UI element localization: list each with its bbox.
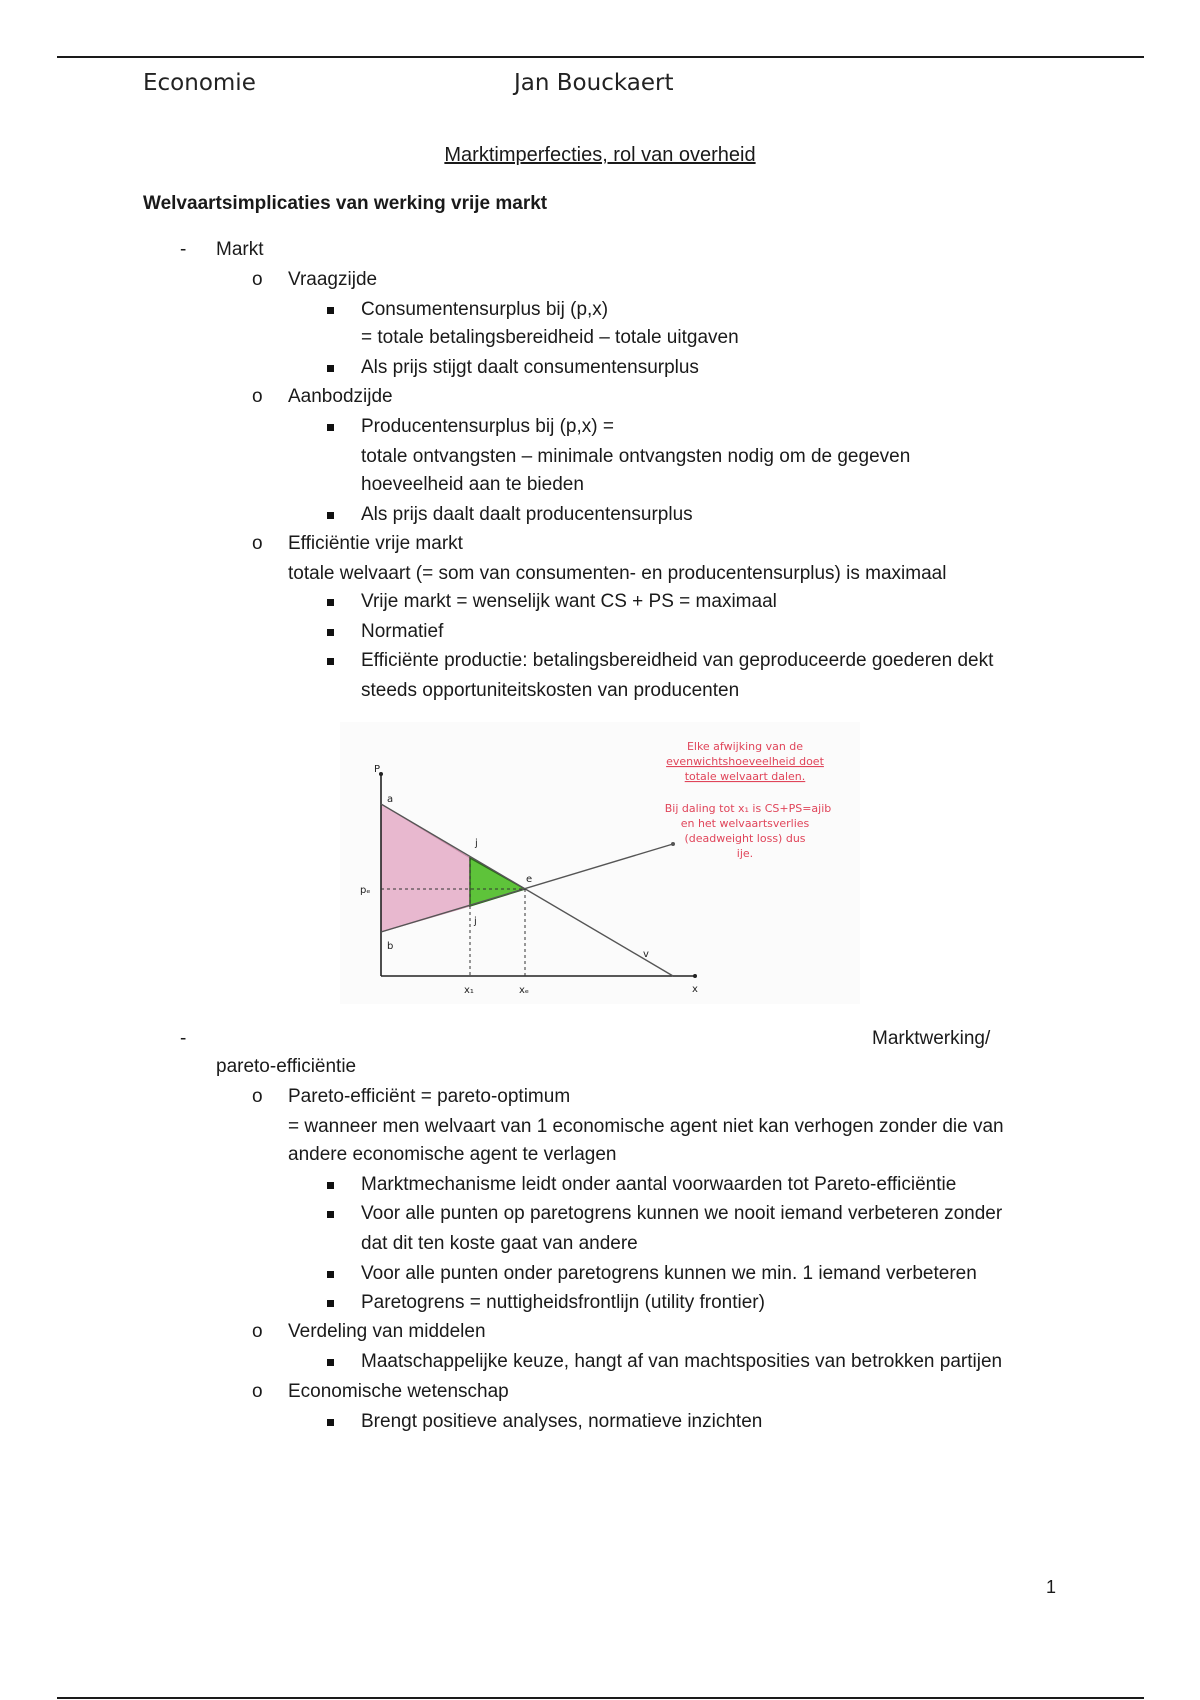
point-a: a <box>387 794 394 805</box>
cs-definition-1: Consumentensurplus bij (p,x) <box>361 299 609 320</box>
item-aanbodzijde: Aanbodzijde <box>288 386 393 407</box>
cs-definition-2: = totale betalingsbereidheid – totale uitgaven <box>361 327 739 348</box>
item-verdeling: Verdeling van middelen <box>288 1321 486 1342</box>
item-pareto-efficientie: pareto-efficiëntie <box>216 1056 357 1077</box>
normatief: Normatief <box>361 621 444 642</box>
maatschappelijke-keuze: Maatschappelijke keuze, hangt af van machtsposities van betrokken partijen <box>361 1351 1003 1372</box>
surplus-diagram-svg <box>340 722 860 1004</box>
paretogrens-1: Voor alle punten op paretogrens kunnen we nooit iemand verbeteren zonder <box>361 1203 1003 1224</box>
square-bullet <box>327 1271 334 1278</box>
pe-label: pₑ <box>360 885 371 896</box>
annotation-deadweight-loss <box>665 802 832 860</box>
svg-text:evenwichtshoeveelheid doet: evenwichtshoeveelheid doet <box>666 755 824 768</box>
section-heading: Welvaartsimplicaties van werking vrije markt <box>143 193 548 214</box>
efficiente-productie-1: Efficiënte productie: betalingsbereidheid van geproduceerde goederen dekt <box>361 650 994 671</box>
square-bullet <box>327 629 334 636</box>
circle-bullet: o <box>252 1321 263 1342</box>
item-wetenschap: Economische wetenschap <box>288 1381 509 1402</box>
header-course: Economie <box>143 70 256 96</box>
svg-text:Bij daling tot x₁ is CS+PS=aji: Bij daling tot x₁ is CS+PS=ajib <box>664 802 832 815</box>
annotation-welfare-drop <box>666 740 824 783</box>
deadweight-loss-triangle <box>470 858 525 906</box>
item-efficientie: Efficiëntie vrije markt <box>288 533 463 554</box>
efficientie-definition: totale welvaart (= som van consumenten- en producentensurplus) is maximaal <box>288 563 947 584</box>
square-bullet <box>327 1359 334 1366</box>
surplus-diagram <box>340 722 860 1004</box>
top-rule <box>57 56 1144 58</box>
axis-p-label: P <box>374 764 381 775</box>
svg-text:Elke afwijking van de: Elke afwijking van de <box>686 740 804 753</box>
square-bullet <box>327 307 334 314</box>
efficiente-productie-2: steeds opportuniteitskosten van producenten <box>361 680 740 701</box>
document-title: Marktimperfecties, rol van overheid <box>444 144 756 166</box>
square-bullet <box>327 658 334 665</box>
point-v: v <box>643 949 649 960</box>
utility-frontier: Paretogrens = nuttigheidsfrontlijn (utility frontier) <box>361 1292 765 1313</box>
pareto-definition-1: Pareto-efficiënt = pareto-optimum <box>288 1086 571 1107</box>
square-bullet <box>327 1300 334 1307</box>
vrije-markt-wenselijk: Vrije markt = wenselijk want CS + PS = maximaal <box>361 591 777 612</box>
dash-bullet: - <box>180 1028 187 1049</box>
paretogrens-2: dat dit ten koste gaat van andere <box>361 1233 638 1254</box>
square-bullet <box>327 1419 334 1426</box>
x1-label: x₁ <box>464 985 474 996</box>
circle-bullet: o <box>252 1381 263 1402</box>
positieve-analyses: Brengt positieve analyses, normatieve inzichten <box>361 1411 763 1432</box>
item-markt: Markt <box>216 239 264 260</box>
axis-x-label: x <box>692 984 698 995</box>
page-number: 1 <box>1046 1577 1057 1597</box>
ps-price-effect: Als prijs daalt daalt producentensurplus <box>361 504 693 525</box>
svg-text:ije.: ije. <box>736 847 754 860</box>
square-bullet <box>327 424 334 431</box>
marktmechanisme: Marktmechanisme leidt onder aantal voorwaarden tot Pareto-efficiëntie <box>361 1174 957 1195</box>
square-bullet <box>327 599 334 606</box>
point-j-top: j <box>475 838 478 849</box>
circle-bullet: o <box>252 386 263 407</box>
ps-definition-1: Producentensurplus bij (p,x) = <box>361 416 614 437</box>
square-bullet <box>327 1182 334 1189</box>
pareto-definition-2: = wanneer men welvaart van 1 economische agent niet kan verhogen zonder die van <box>288 1116 1004 1137</box>
pareto-definition-3: andere economische agent te verlagen <box>288 1144 617 1165</box>
svg-text:totale welvaart dalen.: totale welvaart dalen. <box>684 770 806 783</box>
point-j-bottom: j <box>474 916 477 927</box>
square-bullet <box>327 1211 334 1218</box>
svg-text:(deadweight loss) dus: (deadweight loss) dus <box>684 832 806 845</box>
dash-bullet: - <box>180 239 187 260</box>
ps-definition-3: hoeveelheid aan te bieden <box>361 474 584 495</box>
header-author: Jan Bouckaert <box>514 70 674 96</box>
circle-bullet: o <box>252 533 263 554</box>
surplus-area <box>381 804 470 932</box>
point-e: e <box>526 874 533 885</box>
item-vraagzijde: Vraagzijde <box>288 269 378 290</box>
circle-bullet: o <box>252 1086 263 1107</box>
square-bullet <box>327 365 334 372</box>
ps-definition-2: totale ontvangsten – minimale ontvangsten nodig om de gegeven <box>361 446 911 467</box>
item-marktwerking: Marktwerking/ <box>872 1028 991 1049</box>
onder-paretogrens: Voor alle punten onder paretogrens kunnen we min. 1 iemand verbeteren <box>361 1263 977 1284</box>
bottom-rule <box>57 1697 1144 1699</box>
xe-label: xₑ <box>519 985 530 996</box>
square-bullet <box>327 512 334 519</box>
cs-price-effect: Als prijs stijgt daalt consumentensurplus <box>361 357 699 378</box>
point-b: b <box>387 941 394 952</box>
svg-text:en het welvaartsverlies: en het welvaartsverlies <box>680 817 810 830</box>
circle-bullet: o <box>252 269 263 290</box>
